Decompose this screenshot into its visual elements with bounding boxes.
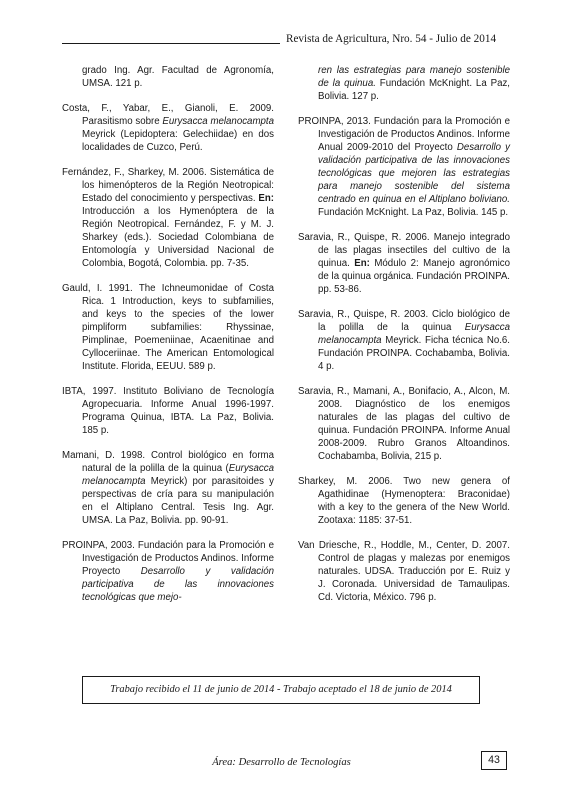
reference-text: Fundación McKnight. La Paz, Bolivia. 145 p. [318,207,509,218]
reference-text: Fundación McKnight. La Paz, Bolivia. 127 p. [318,78,510,102]
reference-entry [62,385,274,437]
page-number: 43 [481,751,507,770]
reference-text: Saravia, R., Mamani, A., Bonifacio, A., Alcon, M. 2008. Diagnóstico de los enemigos naturales de las plagas del cultivo de quinua. Fundación PROINPA. Informe Anual 2008-2009. Rubro Granos Altoandinos. Cochabamba, Bolivia, 215 p. [298,386,510,462]
reference-text: Meyrick) por parasitoides y perspectivas de cría para su manipulación en el Altiplano Central. Tesis Ing. Agr. UMSA. La Paz, Bolivia. pp. 90-91. [82,476,274,526]
reference-text: Meyrick (Lepidoptera: Gelechiidae) en dos localidades de Cuzco, Perú. [82,129,274,153]
reference-text: Sharkey, M. 2006. Two new genera of Agathidinae (Hymenoptera: Braconidae) with a key to the genera of the New World. Zootaxa: 1185: 37-51. [298,476,510,526]
reference-entry [298,115,510,219]
references-left-column [62,64,274,616]
reference-entry [62,282,274,373]
reference-text: PROINPA, 2013. Fundación para la Promoción e Investigación de Productos Andinos. Informe Anual 2009-2010 del Proyecto [298,116,510,153]
reference-text: Eurysacca melanocampta [162,116,274,127]
reference-text: Costa, F., Yabar, E., Gianoli, E. 2009. Parasitismo sobre [62,103,274,127]
reference-text: Saravia, R., Quispe, R. 2003. Ciclo biológico de la polilla de la quinua [298,309,510,333]
reference-text: Fernández, F., Sharkey, M. 2006. Sistemática de los himenópteros de la Región Neotropical: Estado del conocimiento y perspectivas. [62,167,274,204]
reference-entry [298,385,510,463]
reference-text: Meyrick. Ficha técnica No.6. Fundación PROINPA. Cochabamba, Bolivia. 4 p. [318,335,510,372]
footer-area-label: Área: Desarrollo de Tecnologías [212,757,351,768]
reference-text: Desarrollo y validación participativa de las innovaciones tecnológicas que mejo- [82,566,274,603]
header-rule [62,43,280,44]
references-right-column [298,64,510,616]
reference-text: Saravia, R., Quispe, R. 2006. Manejo integrado de las plagas insectiles del cultivo de la quinua. [298,232,510,269]
reference-entry [298,539,510,604]
journal-header: Revista de Agricultura, Nro. 54 - Julio de 2014 [286,33,497,45]
reference-text: Eurysacca melanocampta [82,463,274,487]
reference-text: IBTA, 1997. Instituto Boliviano de Tecnología Agropecuaria. Informe Anual 1996-1997. Programa Quinua, IBTA. La Paz, Bolivia. 185 p. [62,386,274,436]
received-accepted-note: Trabajo recibido el 11 de junio de 2014 - Trabajo aceptado el 18 de junio de 2014 [82,676,480,704]
reference-entry [298,308,510,373]
reference-text: Eurysacca melanocampta [318,322,510,346]
reference-entry [62,539,274,604]
reference-text: Desarrollo y validación participativa de las innovaciones tecnológicas que mejoren las estrategias para manejo sostenible del sistema centrado en quinua en el Altiplano boliviano. [318,142,510,205]
reference-entry [298,475,510,527]
reference-entry [62,449,274,527]
reference-continuation [298,64,510,103]
reference-entry [298,231,510,296]
reference-text: En: [258,193,274,204]
reference-continuation [62,64,274,90]
reference-text: PROINPA, 2003. Fundación para la Promoción e Investigación de Productos Andinos. Informe Proyecto [62,540,274,577]
reference-text: Mamani, D. 1998. Control biológico en forma natural de la polilla de la quinua ( [62,450,274,474]
reference-text: ren las estrategias para manejo sostenible de la quinua. [318,65,510,89]
reference-entry [62,102,274,154]
reference-text: Van Driesche, R., Hoddle, M., Center, D. 2007. Control de plagas y malezas por enemigos naturales. UDSA. Traducción por E. Ruiz y J. Coronada. Universidad de Tamaulipas. Cd. Victoria, México. 796 p. [298,540,510,603]
reference-entry [62,166,274,270]
reference-text: grado Ing. Agr. Facultad de Agronomía, UMSA. 121 p. [82,65,274,89]
reference-text: Gauld, I. 1991. The Ichneumonidae of Costa Rica. 1 Introduction, keys to subfamilies, and keys to the species of the lower pimpliform subfamilies: Rhyssinae, Pimplinae, Poemeniinae, Acaenitinae and Cylloceriinae. The American Entomological Institute. Florida, EEUU. 589 p. [62,283,274,372]
reference-text: Introducción a los Hymenóptera de la Región Neotropical. Fernández, F. y M. J. Sharkey (eds.). Sociedad Colombiana de Entomología y Universidad Nacional de Colombia, Bogotá, Colombia. pp. 7-35. [82,206,274,269]
reference-text: Módulo 2: Manejo agronómico de la quinua orgánica. Fundación PROINPA. pp. 53-86. [318,258,510,295]
reference-text: En: [354,258,370,269]
